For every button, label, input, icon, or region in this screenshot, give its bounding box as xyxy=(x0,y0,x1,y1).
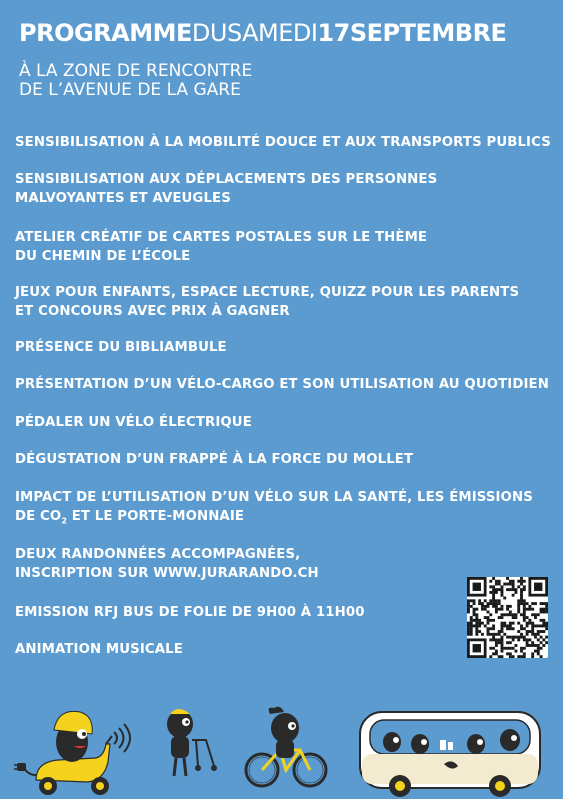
program-item-line: IMPACT DE L’UTILISATION D’UN VÉLO SUR LA SANTÉ, LES ÉMISSIONS xyxy=(15,490,533,505)
program-item xyxy=(15,339,227,358)
program-item-line: ANIMATION MUSICALE xyxy=(15,642,183,657)
program-item xyxy=(15,134,551,153)
bus-characters-icon xyxy=(360,712,540,797)
program-item xyxy=(15,546,319,583)
program-item-line: DEUX RANDONNÉES ACCOMPAGNÉES, xyxy=(15,547,301,562)
program-item-line: SENSIBILISATION AUX DÉPLACEMENTS DES PERSONNES xyxy=(15,172,438,187)
title-du-samedi: DUSAMEDI xyxy=(191,19,318,47)
program-item-line: ET CONCOURS AVEC PRIX À GAGNER xyxy=(15,303,290,319)
illustrations-strip xyxy=(0,700,563,799)
program-item-line: INSCRIPTION SUR WWW.JURARANDO.CH xyxy=(15,565,319,581)
scooter-character-icon xyxy=(14,711,130,795)
qr-code-pattern xyxy=(467,577,548,658)
program-item xyxy=(15,229,427,266)
title-programme: PROGRAMME xyxy=(19,19,192,47)
program-item xyxy=(15,171,437,208)
program-item xyxy=(15,604,365,623)
program-item-line: DE $CO_2$ ET LE PORTE-MONNAIE xyxy=(15,508,245,526)
program-item-line: MALVOYANTES ET AVEUGLES xyxy=(15,190,231,206)
program-item xyxy=(15,376,549,395)
subtitle-line-1: À LA ZONE DE RENCONTRE xyxy=(19,61,253,81)
program-item-line: ATELIER CRÉATIF DE CARTES POSTALES SUR LE THÈME xyxy=(15,230,428,245)
walker-character-icon xyxy=(167,709,217,776)
program-item xyxy=(15,414,252,433)
program-item-line: PRÉSENTATION D’UN VÉLO-CARGO ET SON UTILISATION AU QUOTIDIEN xyxy=(15,377,549,392)
program-item xyxy=(15,451,413,470)
program-item-line: PRÉSENCE DU BIBLIAMBULE xyxy=(15,340,227,355)
program-item-line: SENSIBILISATION À LA MOBILITÉ DOUCE ET AUX TRANSPORTS PUBLICS xyxy=(15,135,551,150)
qr-code-icon[interactable] xyxy=(467,577,548,658)
bicycle-character-icon xyxy=(246,707,326,786)
page-title xyxy=(19,18,506,48)
program-item-line: DU CHEMIN DE L’ÉCOLE xyxy=(15,248,191,264)
program-item xyxy=(15,489,533,531)
program-item xyxy=(15,284,519,321)
program-item-line: JEUX POUR ENFANTS, ESPACE LECTURE, QUIZZ POUR LES PARENTS xyxy=(15,285,520,300)
location-subtitle xyxy=(19,62,252,100)
program-item-line: EMISSION RFJ BUS DE FOLIE DE 9H00 À 11H00 xyxy=(15,605,365,620)
title-date: 17SEPTEMBRE xyxy=(317,19,507,47)
program-item-line: PÉDALER UN VÉLO ÉLECTRIQUE xyxy=(15,415,252,430)
subtitle-line-2: DE L’AVENUE DE LA GARE xyxy=(19,80,241,100)
program-item-line: DÉGUSTATION D’UN FRAPPÉ À LA FORCE DU MOLLET xyxy=(15,452,414,467)
program-item xyxy=(15,641,183,660)
